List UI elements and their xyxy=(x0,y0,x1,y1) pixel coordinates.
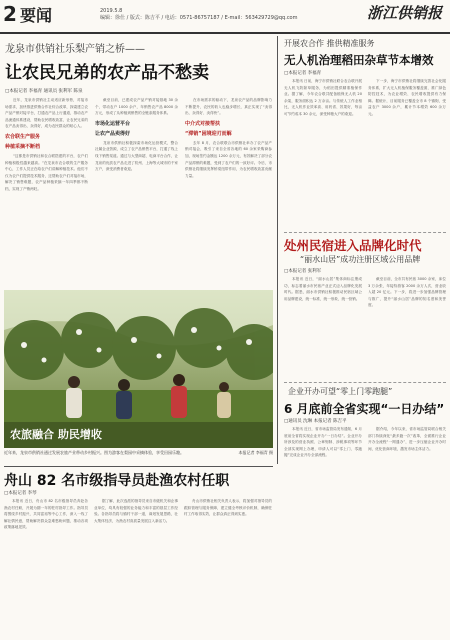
newspaper-brand: 浙江供销报 xyxy=(366,4,442,22)
editor-line: 编辑：徐仕 / 版式：陈吉平 / 电话：0571-86757187 / E-mail：563429729@qq.com xyxy=(100,15,298,21)
right2-paragraph: 截至目前，全市共有民宿 3000 余家，床位 3 万余张，年接待游客 2000 余万人次，营业收入超 20 亿元。下一步，将进一步加强品牌管理与推广，提升“丽水山居”品牌的知名度和美誉度。 xyxy=(368,277,446,308)
bottom-column-a xyxy=(4,498,88,636)
right3-column-b xyxy=(368,426,446,634)
bottom-paragraph: 本报讯 近日，舟山市 82 名市级指导员奔赴各渔农村任职，开展为期一年的驻村指导工作。指导员将围绕乡村振兴、共同富裕等中心工作，深入一线了解社情民意，帮助解决群众急难愁盼问题，推动各项政策落地见效。 xyxy=(4,499,88,530)
orchard-illustration xyxy=(4,290,273,448)
right2-column-a xyxy=(284,276,362,380)
lead-paragraph: “这都是市供销社和农合联搭建的平台，农户们种植积极性越来越高。”在龙泉市农合联的生产服务中心，工作人员正在给农户们讲解种植技术。他们不仅为农户们提供技术服务，还帮助农户们对接市场，解决了销售难题，农产品种植采摘一年四季都不断档，实现了产销两旺。 xyxy=(5,153,88,191)
right1-byline: □本报记者 李福青 xyxy=(284,71,322,76)
right2-headline: 处州民宿进入品牌化时代 xyxy=(284,238,422,253)
bottom-headline: 舟山 82 名市级指导员赴渔农村任职 xyxy=(4,473,230,489)
right3-byline: □通讯员 沈琳 本报记者 陈吉平 xyxy=(284,419,347,424)
bottom-paragraph: 据了解，此次选派的指导员来自市级机关和企事业单位，均具有较强的业务能力和丰富的基层工作经验。各指导员将与镇村干部一道，谋划发展思路，壮大集体经济，为渔农村高质量发展注入新活力。 xyxy=(94,499,178,523)
lead-column-1 xyxy=(5,97,88,287)
right3-paragraph: 本报讯 近日，省市场监管局发布通知，6 月底前全省将实现企业开办“一日办结”。企业开办所涉及的营业执照、公章刻制、涉税事项等环节全部实现网上办理，申请人可以“零上门、零跑腿”完成企业开办全部流程。 xyxy=(284,427,362,458)
lead-paragraph: 龙泉市供销社积极探索市场化运营模式，整合社属企业资源，成立了农产品销售平台，打通了线上线下销售渠道。通过与大型商超、电商平台合作，让龙泉的优质农产品走进了杭州、上海等大城市的千家万户，深受消费者欢迎。 xyxy=(95,140,178,172)
bottom-column-c xyxy=(184,498,272,636)
lead-headline: 让农民兄弟的农产品不愁卖 xyxy=(5,63,209,83)
lead-byline: □本报记者 李福青 通讯员 张利军 陈泉 xyxy=(5,89,83,94)
column-divider xyxy=(277,36,278,464)
right2-byline: □本报记者 张利军 xyxy=(284,269,322,274)
right2-subhead: “丽水山居”成功注册区域公用品牌 xyxy=(300,255,421,264)
lead-paragraph: 在市场需求的驱动下，龙泉农产品的品牌影响力不断提升，农民的收入也稳步增长，真正实现了“卖得出、卖得好、卖得快”。 xyxy=(185,98,272,116)
right2-column-b xyxy=(368,276,446,380)
lead-photo xyxy=(4,290,273,448)
page-number: 2 xyxy=(3,2,17,26)
right1-column-a xyxy=(284,78,362,228)
right3-paragraph: 据介绍，今年以来，省市场监管局联合相关部门持续深化“最多跑一次”改革，全面推行企业开办全流程“一网通办”，进一步压缩企业开办时间，优化营商环境，激发市场主体活力。 xyxy=(368,427,446,451)
section-divider xyxy=(4,466,273,467)
lead-paragraph: 去年 8 月，农合联联合市供销社举办了农产品产销对接会，吸引了来自全省各地的 60 余家采购商参加，现场签约金额达 1200 余万元，有效解决了部分农产品滞销的难题，受到了农户们的一致好评。今后，市供销社将继续发挥桥梁纽带作用，为农民增收致富贡献力量。 xyxy=(185,140,272,178)
lead-subhead: 让农产品卖得好 xyxy=(95,130,131,137)
right1-column-b xyxy=(368,78,446,228)
page-meta xyxy=(100,8,330,22)
lead-column-3 xyxy=(185,97,272,287)
section-divider xyxy=(284,382,446,383)
lead-subhead: “滞销”困境迎刃而解 xyxy=(185,130,232,137)
lead-subhead: 种植采摘不断档 xyxy=(5,143,41,150)
masthead xyxy=(0,0,450,34)
bottom-paragraph: 舟山市供销社相关负责人表示，将加强对指导员的跟踪管理与服务保障，建立健全考核评价机制，确保驻村工作取得实效，让群众真正得到实惠。 xyxy=(184,499,272,517)
section-divider xyxy=(284,232,446,233)
lead-subhead: 中介式对接帮扶 xyxy=(185,120,221,127)
section-title: 要闻 xyxy=(20,6,53,25)
bottom-column-b xyxy=(94,498,178,636)
lead-paragraph: 近年，龙泉市供销社主动适应新形势，对接市场需求，加快推进供销合作社综合改革，探索建立农产品产销对接平台，打通农产品上行通道，推动农产品流通体系建设，帮助农民增收致富，让农民兄弟的农产品卖得出、卖得好，成为农民群众的贴心人。 xyxy=(5,98,88,129)
right1-paragraph: 下一步，海宁市供销社将继续完善社会化服务体系，扩大无人机植保服务覆盖面，推广绿色防控技术，为农业增效、农民增收提供有力保障。据统计，目前服务已覆盖全市 8 个镇街，受益农户 3000 余户，累计节本增效 600 余万元。 xyxy=(368,79,446,116)
photo-caption xyxy=(4,450,273,456)
right3-kicker: 企业开办可望“零上门零跑腿” xyxy=(288,387,393,396)
lead-kicker: 龙泉市供销社乐梨产销之桥—— xyxy=(5,44,145,55)
photo-caption-text: 近年来，龙泉市供销社通过发展农旅产业带动乡村振兴。图为游客在梨园中采摘体验，享受田园乐趣。 xyxy=(4,450,184,455)
lead-subhead: 农合联生产服务 xyxy=(5,133,41,140)
right1-paragraph: 本报讯 日前，海宁市供销社联合农合联开展无人机飞防除草服务，为稻田提供精准植保作业。据了解，今年农合联共配备植保无人机 20 余架，服务面积达 2 万余亩。与传统人工作业相比，无人机作业效率高、用药省、效果好，每亩可节约成本 30 余元，深受种粮大户的欢迎。 xyxy=(284,79,362,116)
photo-overlay-title: 农旅融合 助民增收 xyxy=(10,428,102,441)
right1-headline: 无人机治理稻田杂草节本增效 xyxy=(284,53,434,67)
lead-paragraph: 截至目前，已建成农产品产销对接基地 30 余个，带动农户 1000 余户，年销售农产品 8000 余万元，形成了从种植到销售的全链条服务体系。 xyxy=(95,98,178,116)
right3-headline: 6 月底前全省实现“一日办结” xyxy=(284,402,445,416)
right3-column-a xyxy=(284,426,362,634)
photo-credit: 本报记者 李福青 摄 xyxy=(238,450,273,455)
lead-subhead: 市场化运营平台 xyxy=(95,120,131,127)
page-date: 2019.5.8 xyxy=(100,8,123,14)
lead-column-2 xyxy=(95,97,178,287)
right2-paragraph: 本报讯 近日，“丽水山居”集体商标注册成功，标志着丽水市民宿产业正式迈入品牌化发展时代。据悉，丽水市供销社积极推动民宿区域公用品牌建设，统一标准，统一形象，统一营销。 xyxy=(284,277,362,301)
right1-kicker: 开展农合作 推供精准服务 xyxy=(284,39,375,48)
bottom-byline: □本报记者 李琴 xyxy=(4,491,37,496)
